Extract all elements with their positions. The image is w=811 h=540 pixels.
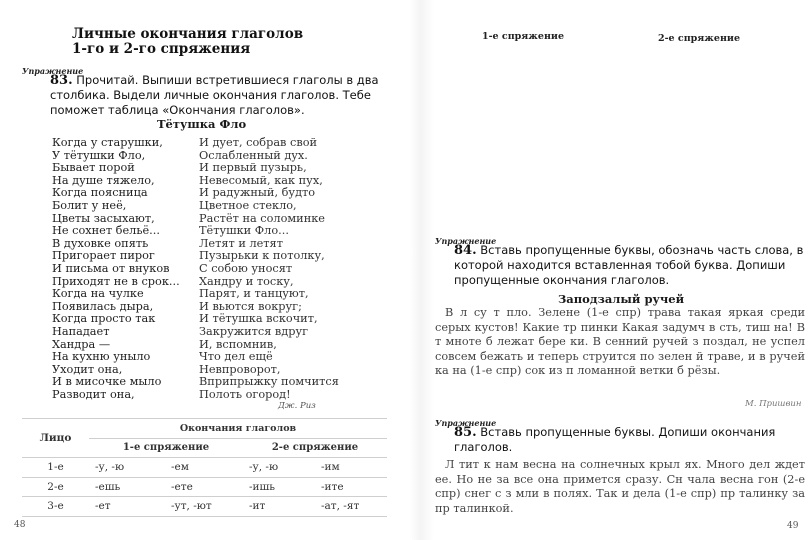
table-header-conj2: 2-е спряжение: [243, 438, 387, 458]
poem-line: Когда поясница: [52, 186, 148, 200]
poem-line: Когда просто так: [52, 312, 156, 326]
exercise-84-instruction: 84. Вставь пропущенные буквы, обозначь часть слова, в которой находится вставленная тобой буква. Допиши пропущенные окончания глаголов.: [454, 243, 804, 287]
poem-line: Пузырьки к потолку,: [199, 249, 325, 263]
exercise-84-label: Упражнение: [435, 236, 497, 246]
poem-line: Тётушки Фло...: [199, 224, 289, 238]
poem-line: Хандра —: [52, 337, 111, 351]
exercise-83-number: 83.: [50, 73, 73, 88]
poem-title: Тётушка Фло: [157, 117, 247, 131]
table-row: 3-е -ет -ут, -ют -ит -ат, -ят: [22, 497, 387, 517]
poem-line: Болит у неё,: [52, 198, 127, 212]
column-header-conj2: 2-е спряжение: [658, 33, 740, 44]
lesson-title-line1: Личные окончания глаголов: [72, 26, 304, 42]
poem-line: Вприпрыжку помчится: [199, 375, 339, 389]
exercise-85-text: Л тит к нам весна на солнечных крыл ях. Много дел ждет ее. Но не за все она примется сразу. Сн чала весна гон (2-е спр) снег с з мли в полях. Так и дела (1-е спр) пр талинку за пр талинкой.: [435, 458, 805, 515]
poem-line: Цветное стекло,: [199, 198, 297, 212]
exercise-83-instruction: 83. Прочитай. Выпиши встретившиеся глаголы в два столбика. Выдели личные окончания глаголов. Тебе поможет таблица «Окончания глаголов».: [50, 73, 379, 117]
poem-line: Не сохнет бельё...: [52, 224, 160, 238]
poem-line: Появилась дыра,: [52, 299, 154, 313]
poem-line: Полоть огород!: [199, 387, 291, 401]
poem-line: Растёт на соломинке: [199, 211, 325, 225]
poem-line: Когда на чулке: [52, 287, 144, 301]
poem-line: На душе тяжело,: [52, 173, 155, 187]
verb-endings-table: [22, 418, 387, 517]
poem-line: У тётушки Фло,: [52, 148, 146, 162]
exercise-84-text: В л су т пло. Зелене (1-е спр) трава такая яркая среди серых кустов! Какие тр пинки Какая задумч в сть, тиш на! В т мноте б лежат бере ки. В сенний ручей з поздал, не успел совсем бежать и теперь струится по зелен й траве, и в ручей ка на (1-е спр) сок из п ломанной ветки б рёзы.: [435, 306, 805, 378]
poem-line: Разводит она,: [52, 387, 135, 401]
exercise-84-number: 84.: [454, 243, 477, 258]
poem-line: Уходит она,: [52, 362, 123, 376]
poem-line: И радужный, будто: [199, 186, 316, 200]
exercise-84-author: М. Пришвин: [745, 399, 802, 409]
lesson-title-line2: 1-го и 2-го спряжения: [72, 41, 251, 57]
poem-line: Пригорает пирог: [52, 249, 155, 263]
poem-line: На кухню уныло: [52, 350, 151, 364]
poem-line: И, вспомнив,: [199, 337, 277, 351]
exercise-83-label: Упражнение: [22, 66, 84, 76]
poem-line: Нападает: [52, 324, 110, 338]
exercise-85-label: Упражнение: [435, 418, 497, 428]
page-number-right: 49: [787, 521, 799, 531]
poem-line: И в мисочке мыло: [52, 375, 162, 389]
poem-line: Бывает порой: [52, 161, 135, 175]
poem-author: Дж. Риз: [278, 401, 316, 411]
poem-line: Приходят не в срок...: [52, 274, 180, 288]
poem-line: Невпроворот,: [199, 362, 281, 376]
poem-line: Парят, и танцуют,: [199, 287, 309, 301]
poem-column-2: [199, 137, 339, 401]
poem-line: И дует, собрав свой: [199, 136, 318, 149]
poem-line: И письма от внуков: [52, 261, 170, 275]
page-number-left: 48: [14, 520, 26, 530]
exercise-84-text-title: Заподзалый ручей: [558, 292, 685, 306]
poem-line: Что дел ещё: [199, 350, 273, 364]
poem-line: Невесомый, как пух,: [199, 173, 323, 187]
poem-line: С собою уносят: [199, 261, 293, 275]
poem-line: И первый пузырь,: [199, 161, 307, 175]
table-header-conj1: 1-е спряжение: [89, 438, 243, 458]
exercise-85-number: 85.: [454, 425, 477, 440]
poem-line: Летят и летят: [199, 236, 283, 250]
poem-line: И тётушка вскочит,: [199, 312, 318, 326]
table-header-person: Лицо: [22, 419, 89, 458]
table-header-endings: Окончания глаголов: [89, 419, 387, 439]
exercise-85-instruction: 85. Вставь пропущенные буквы. Допиши окончания глаголов.: [454, 425, 776, 454]
right-page: [425, 0, 811, 540]
poem-line: Цветы засыхают,: [52, 211, 155, 225]
poem-line: Хандру и тоску,: [199, 274, 294, 288]
poem-line: Закружится вдруг: [199, 324, 309, 338]
table-row: 1-е -у, -ю -ем -у, -ю -им: [22, 458, 387, 478]
poem-line: В духовке опять: [52, 236, 149, 250]
poem-line: Когда у старушки,: [52, 136, 163, 149]
table-row: 2-е -ешь -ете -ишь -ите: [22, 477, 387, 497]
poem-column-1: [52, 137, 180, 401]
poem-line: Ослабленный дух.: [199, 148, 308, 162]
poem-line: И вьются вокруг;: [199, 299, 302, 313]
column-header-conj1: 1-е спряжение: [482, 31, 564, 42]
